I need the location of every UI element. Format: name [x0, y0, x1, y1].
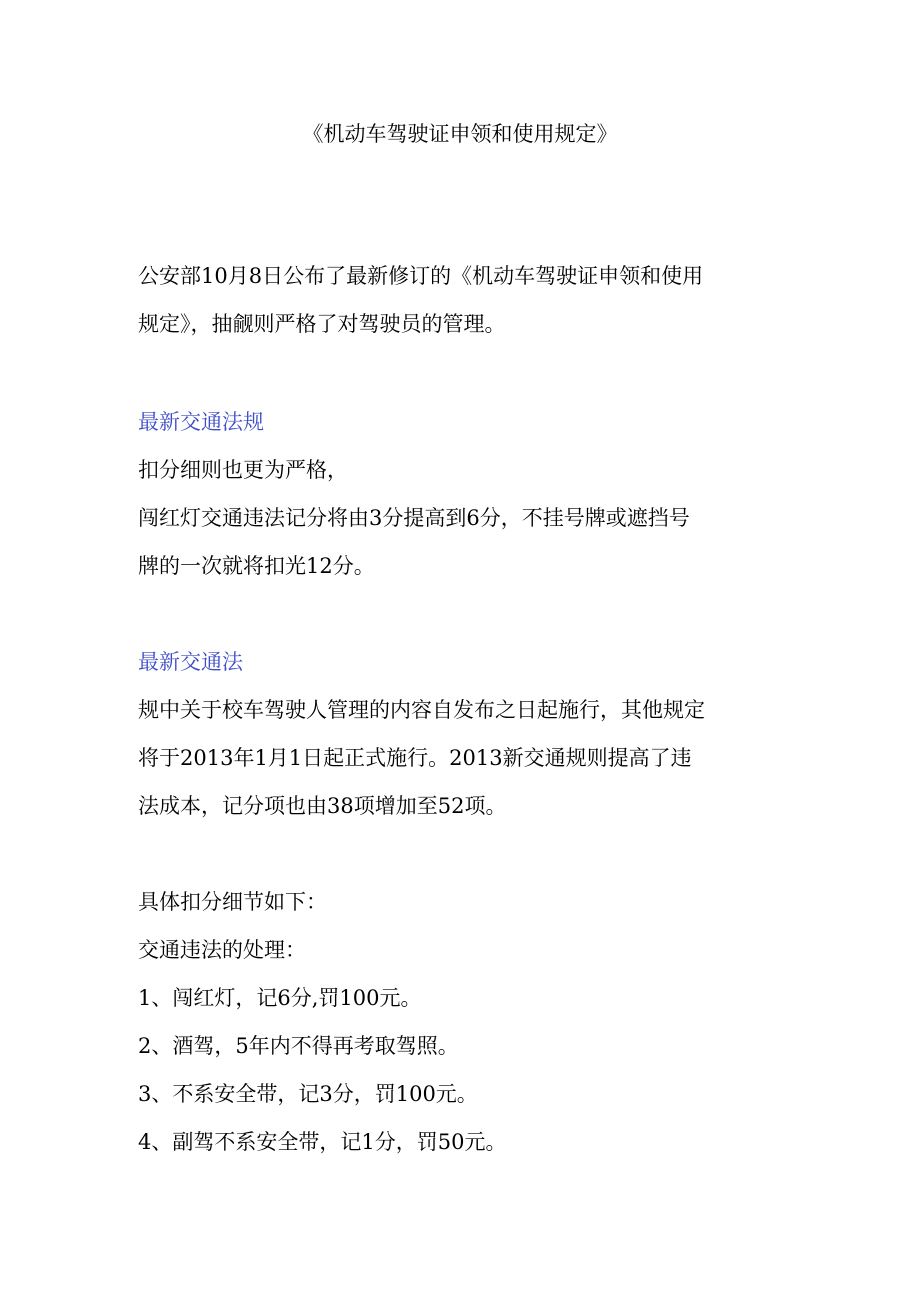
intro-line: 规定》，抽觎则严格了对驾驶员的管理。 — [138, 312, 506, 336]
list-item: 2、酒驾，5年内不得再考取驾照。 — [138, 1034, 459, 1058]
details-intro: 具体扣分细节如下： — [138, 890, 327, 914]
section1-line: 扣分细则也更为严格， — [138, 458, 348, 482]
list-item: 4、副驾不系安全带，记1分，罚50元。 — [138, 1130, 507, 1154]
document-title: 《机动车驾驶证申领和使用规定》 — [302, 122, 618, 146]
section-heading-traffic-law: 最新交通法 — [138, 650, 243, 674]
section1-line: 牌的一次就将扣光12分。 — [138, 554, 375, 578]
section1-line: 闯红灯交通违法记分将由3分提高到6分，不挂号牌或遮挡号 — [138, 506, 690, 530]
list-item: 3、不系安全带，记3分，罚100元。 — [138, 1082, 478, 1106]
section1-paragraph — [138, 446, 783, 590]
section2-line: 将于2013年1月1日起正式施行。2013新交通规则提高了违 — [138, 746, 692, 770]
section2-paragraph — [138, 686, 783, 830]
intro-line: 公安部10月8日公布了最新修订的《机动车驾驶证申领和使用 — [138, 264, 704, 288]
section-heading-traffic-regulations: 最新交通法规 — [138, 410, 264, 434]
penalty-details-list — [138, 878, 783, 1166]
intro-paragraph — [138, 252, 783, 348]
details-subheading: 交通违法的处理： — [138, 938, 306, 962]
list-item: 1、闯红灯，记6分,罚100元。 — [138, 986, 422, 1010]
section2-line: 法成本，记分项也由38项增加至52项。 — [138, 794, 507, 818]
section2-line: 规中关于校车驾驶人管理的内容自发布之日起施行，其他规定 — [138, 698, 705, 722]
